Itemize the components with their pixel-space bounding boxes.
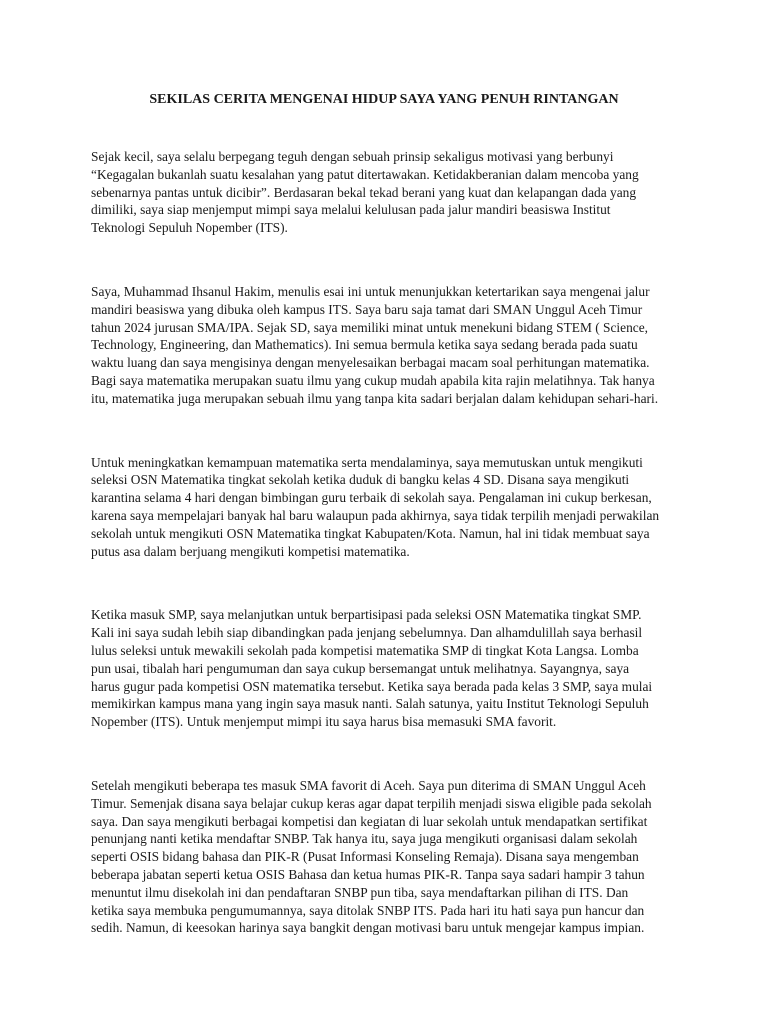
- text-line: putus asa dalam berjuang mengikuti kompetisi matematika.: [91, 543, 410, 559]
- text-line: Teknologi Sepuluh Nopember (ITS).: [91, 220, 288, 236]
- paragraph-5: [91, 777, 691, 937]
- text-line: Untuk meningkatkan kemampuan matematika serta mendalaminya, saya memutuskan untuk mengikuti: [91, 454, 643, 470]
- text-line: penunjang nanti ketika mendaftar SNBP. Tak hanya itu, saya juga mengikuti organisasi dalam sekolah: [91, 831, 638, 847]
- paragraph-3: [91, 454, 691, 561]
- text-line: sedih. Namun, di keesokan harinya saya bangkit dengan motivasi baru untuk mengejar kampus impian.: [91, 920, 645, 936]
- document-body: [91, 148, 691, 983]
- text-line: Nopember (ITS). Untuk menjemput mimpi itu saya harus bisa memasuki SMA favorit.: [91, 714, 557, 730]
- paragraph-2: [91, 283, 691, 408]
- text-line: “Kegagalan bukanlah suatu kesalahan yang patut ditertawakan. Ketidakberanian dalam mencoba yang: [91, 166, 639, 182]
- text-line: Setelah mengikuti beberapa tes masuk SMA favorit di Aceh. Saya pun diterima di SMAN Unggul Aceh: [91, 777, 646, 793]
- text-line: mandiri beasiswa yang dibuka oleh kampus ITS. Saya baru saja tamat dari SMAN Unggul Aceh Timur: [91, 301, 643, 317]
- document-title: SEKILAS CERITA MENGENAI HIDUP SAYA YANG PENUH RINTANGAN: [149, 92, 619, 107]
- text-line: saya. Dan saya mengikuti berbagai kompetisi dan kegiatan di luar sekolah untuk mendapatkan sertifikat: [91, 813, 648, 829]
- text-line: sekolah untuk mengikuti OSN Matematika tingkat Kabupaten/Kota. Namun, hal ini tidak membuat saya: [91, 525, 650, 541]
- text-line: seleksi OSN Matematika tingkat sekolah ketika duduk di bangku kelas 4 SD. Disana saya mengikuti: [91, 472, 630, 488]
- text-line: Saya, Muhammad Ihsanul Hakim, menulis esai ini untuk menunjukkan ketertarikan saya mengenai jalur: [91, 283, 650, 299]
- text-line: Sejak kecil, saya selalu berpegang teguh dengan sebuah prinsip sekaligus motivasi yang berbunyi: [91, 149, 614, 164]
- text-line: ketika saya membuka pengumumannya, saya ditolak SNBP ITS. Pada hari itu hati saya pun hancur dan: [91, 902, 645, 918]
- text-line: seperti OSIS bidang bahasa dan PIK-R (Pusat Informasi Konseling Remaja). Disana saya mengemban: [91, 849, 639, 865]
- text-line: harus gugur pada kompetisi OSN matematika tersebut. Ketika saya berada pada kelas 3 SMP, saya mulai: [91, 678, 653, 694]
- paragraph-1: [91, 148, 691, 237]
- text-line: Kali ini saya sudah lebih siap dibandingkan pada jenjang sebelumnya. Dan alhamdulillah saya berhasil: [91, 625, 643, 641]
- text-line: Bagi saya matematika merupakan suatu ilmu yang cukup mudah apabila kita rajin melatihnya. Tak hanya: [91, 372, 655, 388]
- text-line: beberapa jabatan seperti ketua OSIS Bahasa dan ketua humas PIK-R. Tanpa saya sadari hampir 3 tahun: [91, 866, 645, 882]
- text-line: Technology, Engineering, dan Mathematics). Ini semua bermula ketika saya sedang berada pada suatu: [91, 337, 638, 353]
- text-line: tahun 2024 jurusan SMA/IPA. Sejak SD, saya memiliki minat untuk menekuni bidang STEM ( Science,: [91, 319, 649, 335]
- text-line: Timur. Semenjak disana saya belajar cukup keras agar dapat terpilih menjadi siswa eligible pada sekolah: [91, 795, 652, 811]
- text-line: menuntut ilmu disekolah ini dan pendaftaran SNBP pun tiba, saya mendaftarkan pilihan di ITS. Dan: [91, 884, 629, 900]
- text-line: dimiliki, saya siap menjemput mimpi saya melalui kelulusan pada jalur mandiri beasiswa Institut: [91, 202, 611, 218]
- text-line: memikirkan kampus mana yang ingin saya masuk nanti. Salah satunya, yaitu Institut Teknologi Sepuluh: [91, 696, 649, 712]
- text-line: itu, matematika juga merupakan sebuah ilmu yang tanpa kita sadari berjalan dalam kehidupan sehari-hari.: [91, 390, 659, 406]
- text-line: lulus seleksi untuk mewakili sekolah pada kompetisi matematika SMP di tingkat Kota Langsa. Lomba: [91, 642, 639, 658]
- text-line: Ketika masuk SMP, saya melanjutkan untuk berpartisipasi pada seleksi OSN Matematika tingkat SMP.: [91, 607, 642, 623]
- text-line: waktu luang dan saya mengisinya dengan menyelesaikan berbagai macam soal perhitungan matematika.: [91, 355, 650, 371]
- text-line: pun usai, tibalah hari pengumuman dan saya cukup bersemangat untuk melihatnya. Sayangnya, saya: [91, 660, 630, 676]
- text-line: sebenarnya pantas untuk dicibir”. Berdasaran bekal tekad berani yang kuat dan kelapangan dada yang: [91, 184, 637, 200]
- text-line: karena saya mempelajari banyak hal baru walaupun pada akhirnya, saya tidak terpilih menjadi perwakilan: [91, 507, 660, 523]
- text-line: karantina selama 4 hari dengan bimbingan guru terbaik di sekolah saya. Pengalaman ini cukup berkesan,: [91, 490, 652, 506]
- paragraph-4: [91, 606, 691, 731]
